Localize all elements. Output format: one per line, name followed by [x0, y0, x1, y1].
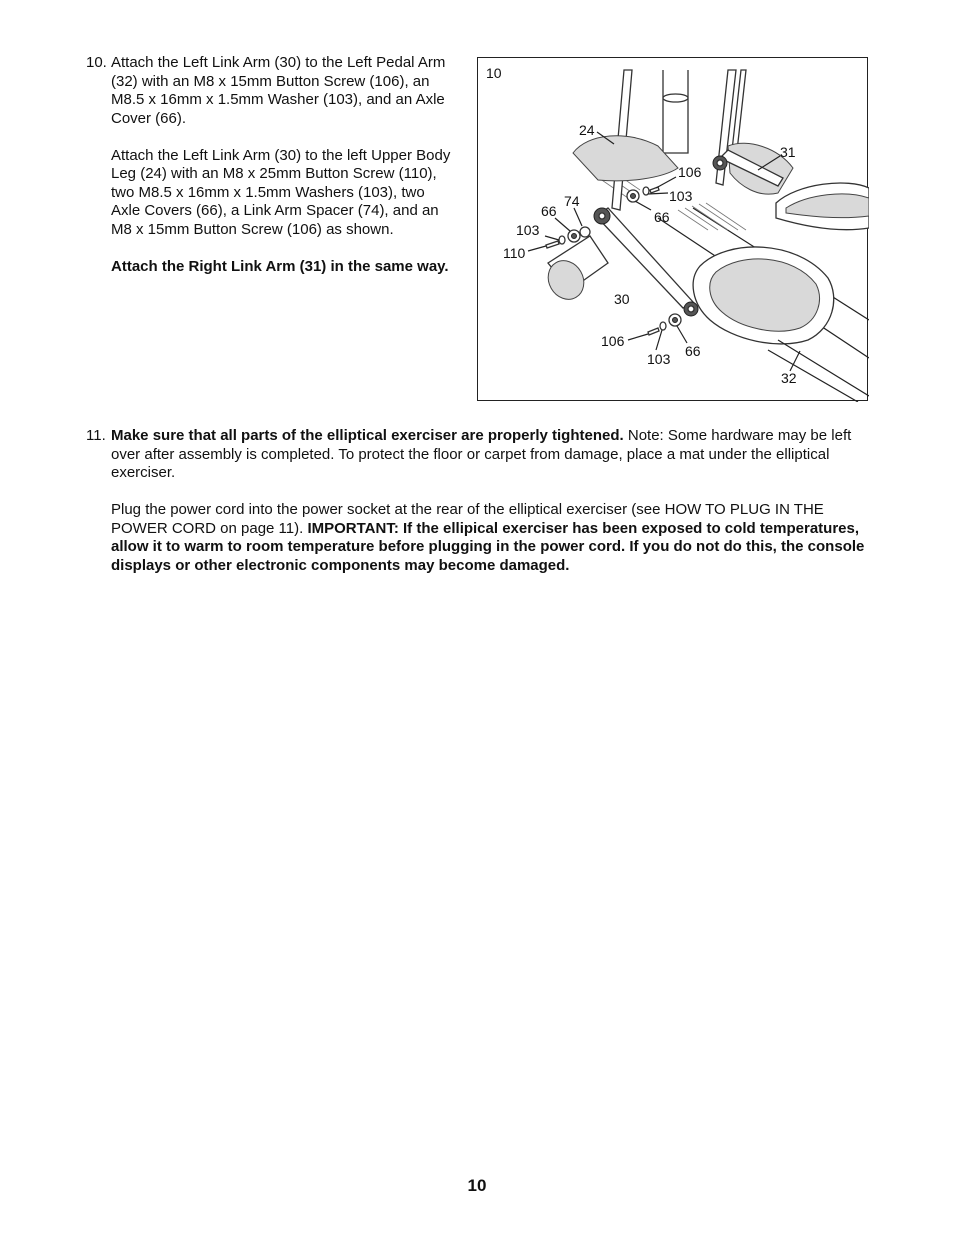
button-screw-106-lower [648, 328, 659, 335]
callout-24: 24 [579, 122, 595, 138]
button-screw-110 [546, 241, 559, 248]
console-mast-top [663, 94, 688, 102]
callout-32: 32 [781, 370, 797, 386]
callout-106-upper: 106 [678, 164, 702, 180]
lower-pivot-center [688, 306, 694, 312]
step-10-text [111, 54, 453, 276]
figure-number: 10 [486, 65, 502, 81]
step-11-important-warning: IMPORTANT: If the ellipical exerciser has been exposed to cold temperatures, allow it to warm to room temperature before plugging in the power cord. If you do not do this, the console displays or other electronic components may become damaged. [111, 519, 865, 574]
callout-66-upper: 66 [654, 209, 670, 225]
callout-66-left: 66 [541, 203, 557, 219]
callout-74: 74 [564, 193, 580, 209]
page-number: 10 [467, 1176, 487, 1195]
step-11-instruction: Plug the power cord into the power socket at the rear of the elliptical exerciser (see HOW TO PLUG IN THE POWER CORD on page 11). [111, 501, 824, 537]
callout-31: 31 [780, 144, 796, 160]
washer-103-left [559, 236, 565, 244]
link-arm-spacer-74 [580, 227, 590, 237]
callout-103-upper: 103 [669, 188, 693, 204]
hardware-group-upper [627, 187, 659, 202]
callout-103-lower: 103 [647, 351, 671, 367]
step-11-paragraph-2 [111, 501, 867, 575]
left-link-arm-30 [596, 208, 693, 308]
step-11-bold-lead: Make sure that all parts of the elliptical exerciser are properly tightened. [111, 427, 624, 444]
step-10-paragraph-2: Attach the Left Link Arm (30) to the left Upper Body Leg (24) with an M8 x 25mm Button Screw (110), two M8.5 x 16mm x 1.5mm Washers (103), two Axle Covers (66), a Link Arm Spacer (74), and an M8 x 15mm Button Screw (106) as shown. [111, 146, 451, 238]
step-10-bold-note: Attach the Right Link Arm (31) in the same way. [111, 257, 449, 275]
callout-66-lower: 66 [685, 343, 701, 359]
console-mast [663, 70, 688, 153]
button-screw-106 [650, 187, 659, 193]
callout-30: 30 [614, 291, 630, 307]
right-pivot-center [717, 160, 723, 166]
hardware-group-lower [648, 314, 681, 335]
washer-103-lower [660, 322, 666, 330]
step-10-paragraph-3 [111, 258, 453, 277]
upper-pivot-center [599, 213, 605, 219]
callout-103-left: 103 [516, 222, 540, 238]
shroud-left [573, 136, 678, 181]
step-11-number: 11. [86, 427, 106, 444]
step-11-paragraph-1 [111, 427, 867, 483]
assembly-figure-10 [477, 57, 868, 401]
callout-110: 110 [503, 245, 526, 261]
step-11-note: Note: Some hardware may be left over after assembly is completed. To protect the floor or carpet from damage, place a mat under the elliptical exerciser. [111, 427, 852, 481]
callout-106-lower: 106 [601, 333, 625, 349]
step-11-text [111, 427, 867, 575]
step-10-paragraph-1: Attach the Left Link Arm (30) to the Left Pedal Arm (32) with an M8 x 15mm Button Screw (106), an M8.5 x 16mm x 1.5mm Washer (103), and an Axle Cover (66). [111, 54, 446, 127]
step-10-number: 10. [86, 54, 107, 71]
assembly-illustration [478, 58, 869, 402]
